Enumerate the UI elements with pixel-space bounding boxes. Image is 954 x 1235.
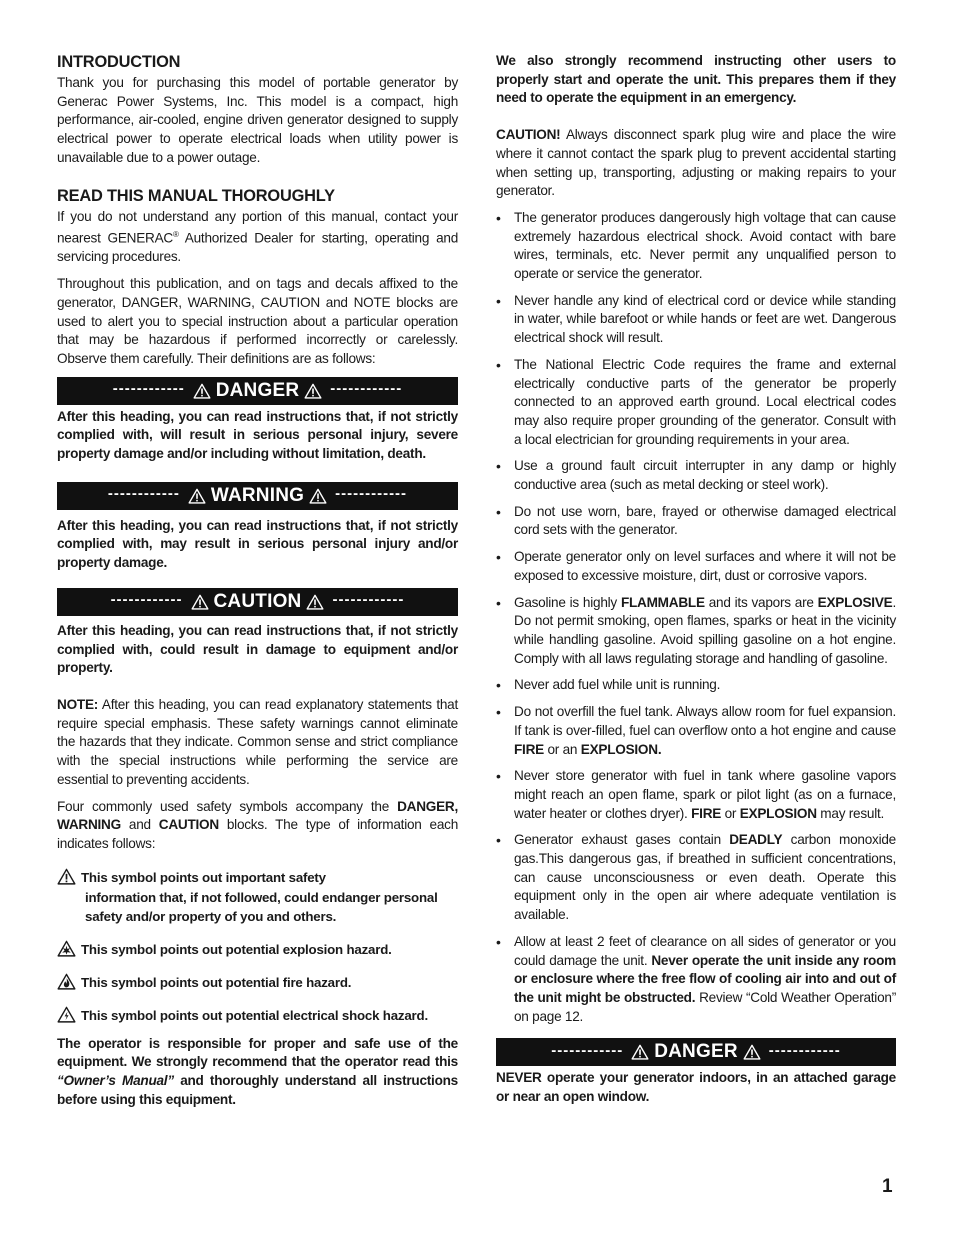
text-span: EXPLOSIVE [817,594,893,610]
list-item: • Use a ground fault circuit interrupter in any damp or highly conductive area (such as metal decking or steel work). [496,457,896,494]
text-span: Allow at least 2 feet of clearance on all sides of generator or you could damage the unit. [514,933,896,968]
owners-manual-title: “Owner’s Manual” [57,1073,174,1089]
symbol-explosion-text: This symbol points out potential explosion hazard. [81,941,392,957]
warning-triangle-icon [188,488,206,504]
caution-definition: After this heading, you can read instructions that, if not strictly complied with, could result in damage to equipment and/or property. [57,622,458,676]
symbol-row-explosion [57,940,458,959]
banner-label: DANGER [215,379,300,401]
list-item: • Operate generator only on level surfaces and where it will not be exposed to excessive moisture, dirt, dust or corrosive vapors. [496,548,896,585]
text-span: blocks. The type of information each indicates follows: [57,817,459,851]
banner-label: CAUTION [213,590,302,612]
operator-paragraph [57,1035,458,1110]
text-span: After this heading, you can read explanatory statements that require special emphasis. These safety warnings cannot eliminate the hazards that they indicate. Common sense and strict compliance with the special instructions while performing the service are essential to preventing accidents. [57,697,458,787]
list-item [496,767,896,823]
text-span: If you do not understand any portion of this manual, contact your nearest GENERAC [57,208,458,246]
danger-definition: After this heading, you can read instructions that, if not strictly complied with, will result in serious personal injury, severe property damage and/or including without limitation, death. [57,408,458,462]
text-span: or [721,805,740,821]
list-item [496,933,896,1027]
electric-shock-icon [57,1006,81,1024]
text-span: carbon monoxide gas.This dangerous gas, if breathed in sufficient concentrations, can cause unconsciousness or even death. Operate this equipment only in the open air where adequate ventilation is available. [514,832,896,923]
warning-triangle-icon [309,488,327,504]
list-item: • The National Electric Code requires the frame and external electrically conductive parts of the generator be properly connected to an approved earth ground. Local electrical codes may also require proper grounding of the generator. Consult with a local electrician for grounding requirements in your area. [496,356,896,450]
warning-triangle-icon [631,1044,649,1060]
text-span: EXPLOSION. [580,741,662,757]
final-danger-banner [496,1038,896,1066]
general-hazard-icon [57,868,81,886]
page-number: 1 [882,1176,893,1197]
symbol-row-general [57,868,458,887]
registered-mark: ® [172,230,179,240]
note-label: NOTE: [57,697,99,712]
warning-triangle-icon [306,594,324,610]
intro-heading: INTRODUCTION [57,53,181,71]
banner-dash: ------------ [330,380,403,398]
read-manual-paragraph-1 [57,208,458,268]
banner-label: DANGER [654,1041,738,1063]
caution-label: CAUTION! [496,127,561,143]
text-span: and its vapors are [704,594,818,610]
text-span: Review “Cold Weather Operation” on page 12. [514,989,896,1024]
read-manual-heading: READ THIS MANUAL THOROUGHLY [57,186,335,205]
warning-definition: After this heading, you can read instructions that, if not strictly complied with, may result in serious personal injury and/or property damage. [57,517,458,571]
text-span: FIRE [514,741,544,757]
symbols-intro-paragraph [57,798,458,854]
text-span: Generator exhaust gases contain [514,832,730,848]
right-column [496,52,896,1107]
warning-triangle-icon [191,594,209,610]
banner-dash: ------------ [110,591,183,609]
text-span: Four commonly used safety symbols accompany the [57,798,398,814]
banner-dash: ------------ [107,485,180,503]
banner-label: WARNING [210,484,305,506]
danger-banner [57,377,458,405]
text-span: EXPLOSION [739,805,817,821]
symbol-shock-text: This symbol points out potential electrical shock hazard. [81,1007,428,1023]
banner-dash: ------------ [768,1041,841,1059]
text-span: Do not overfill the fuel tank. Always allow room for fuel expansion. If tank is over-filled, fuel can overflow onto a hot engine and cause [514,704,896,738]
list-item [496,831,896,925]
text-span: Never store generator with fuel in tank where gasoline vapors might reach an open flame, spark or pilot light (as on a furnace, water heater or clothes dryer). [514,768,896,821]
text-span: and [120,817,159,833]
symbol-fire-text: This symbol points out potential fire hazard. [81,974,352,990]
read-manual-paragraph-2: Throughout this publication, and on tags and decals affixed to the generator, DANGER, WARNING, CAUTION and NOTE blocks are used to alert you to special instruction about a particular operation that may be hazardous if performed incorrectly or carelessly. Observe them carefully. Their definitions are as follows: [57,276,458,366]
safety-bullet-list [496,209,896,1026]
text-span: may result. [816,805,885,821]
list-item: • Never add fuel while unit is running. [496,676,896,695]
warning-banner [57,482,458,510]
text-span: Never operate the unit inside any room or enclosure where the free flow of cooling air into and out of the unit might be obstructed. [514,952,896,1005]
fire-hazard-icon [57,973,81,991]
text-span: Authorized Dealer for starting, operating and servicing procedures. [57,230,458,265]
list-item: • The generator produces dangerously high voltage that can cause extremely hazardous electrical shock. Avoid contact with bare wires, terminals, etc. Never permit any unqualified person to operate or service the generator. [496,209,896,284]
list-item [496,594,896,669]
text-span: FLAMMABLE [620,594,705,610]
text-span: The operator is responsible for proper and safe use of the equipment. We strongly recommend that the operator read this [57,1035,458,1070]
text-span: Gasoline is highly [514,594,621,610]
text-span: and thoroughly understand all instructions before using this equipment. [57,1073,458,1107]
warning-triangle-icon [743,1044,761,1060]
banner-dash: ------------ [335,485,408,503]
text-span: Always disconnect spark plug wire and place the wire where it cannot contact the spark plug to prevent accidental starting when setting up, transporting, adjusting or making repairs to your generator. [496,127,896,199]
warning-triangle-icon [193,383,211,399]
list-item [496,703,896,759]
text-span: or an [543,741,581,757]
left-column [57,52,458,1109]
symbol-row-shock [57,1006,458,1025]
recommend-paragraph: We also strongly recommend instructing other users to properly start and operate the unit. This prepares them if they need to operate the equipment in an emergency. [496,53,896,106]
intro-body: Thank you for purchasing this model of portable generator by Generac Power Systems, Inc. This model is a compact, high performance, air-cooled, engine driven generator designed to supply electrical power to operate electrical loads when utility power is unavailable due to a power outage. [57,75,458,165]
symbol-general-text-2: information that, if not followed, could endanger personal safety and/or property of you and others. [85,889,438,924]
explosion-hazard-icon [57,940,81,958]
symbol-row-fire [57,973,458,992]
caution-banner [57,588,458,616]
banner-dash: ------------ [332,591,405,609]
banner-dash: ------------ [551,1041,624,1059]
warning-triangle-icon [304,383,322,399]
text-span: CAUTION [158,817,219,833]
text-span: DEADLY [729,832,783,848]
caution-spark-plug-paragraph [496,126,896,201]
note-paragraph [57,696,458,790]
text-span: WARNING [57,817,121,833]
list-item: • Never handle any kind of electrical cord or device while standing in water, while barefoot or while hands or feet are wet. Dangerous electrical shock will result. [496,292,896,348]
symbol-general-text-1: This symbol points out important safety [81,869,326,885]
text-span: FIRE [691,805,722,821]
list-item: • Do not use worn, bare, frayed or otherwise damaged electrical cord sets with the generator. [496,503,896,540]
final-danger-text: NEVER operate your generator indoors, in an attached garage or near an open window. [496,1070,896,1105]
text-span: . Do not permit smoking, open flames, sparks or heat in the vicinity while handling gasoline. Avoid spilling gasoline on a hot engine. Comply with all laws regulating storage and handling of gasoline. [514,594,896,666]
text-span: DANGER, [397,798,458,814]
banner-dash: ------------ [112,380,185,398]
